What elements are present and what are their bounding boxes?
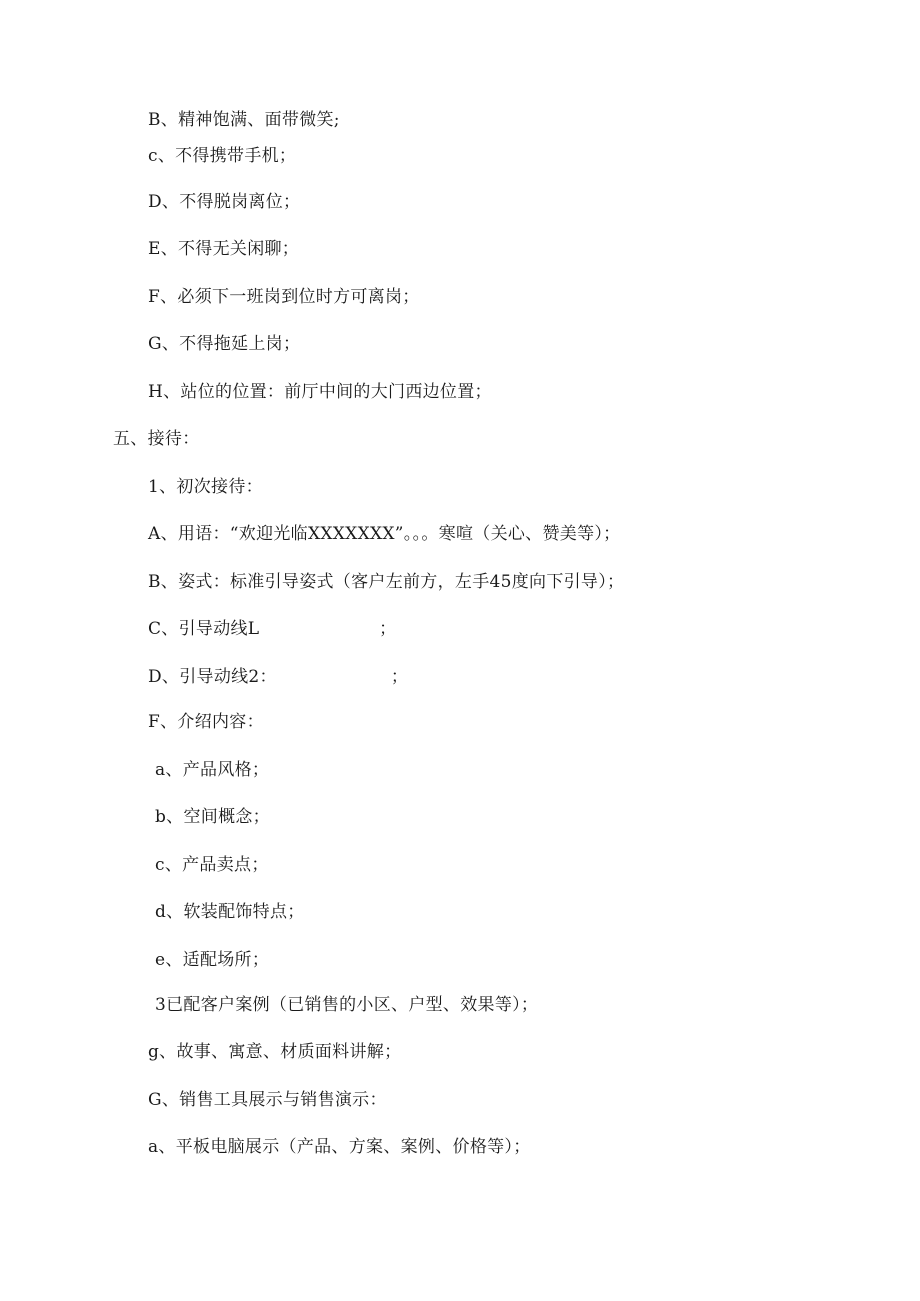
intro-content-heading: F、介绍内容： [148,712,264,732]
rule-c-line: c、不得携带手机； [148,146,297,166]
list-item-story: g、故事、寓意、材质面料讲解； [148,1042,402,1062]
list-item-space: b、空间概念； [155,807,270,827]
subsection-heading: 1、初次接待： [148,477,263,497]
rule-d-line: D、不得脱岗离位； [148,192,301,212]
rule-g-line: G、不得拖延上岗； [148,334,301,354]
list-item-style: a、产品风格； [155,760,270,780]
greeting-line: A、用语：“欢迎光临XXXXXXX”。。。寒喧（关心、赞美等）； [148,524,621,544]
rule-h-line: H、站位的位置：前厅中间的大门西边位置； [148,382,492,402]
rule-b-line: B、精神饱满、面带微笑; [148,110,340,130]
rule-e-line: E、不得无关闲聊； [148,239,300,259]
route-2-line: D、引导动线2： ； [148,667,409,687]
sales-tools-heading: G、销售工具展示与销售演示： [148,1090,387,1110]
route-1-line: C、引导动线L ； [148,619,397,639]
section-heading: 五、接待： [113,429,200,449]
list-item-decor: d、软装配饰特点； [155,902,305,922]
posture-line: B、姿式：标准引导姿式（客户左前方，左手45度向下引导）； [148,572,625,592]
list-item-cases: 3已配客户案例（已销售的小区、户型、效果等）； [155,995,539,1015]
rule-f-line: F、必须下一班岗到位时方可离岗； [148,287,420,307]
list-item-selling-points: c、产品卖点； [155,855,269,875]
tablet-display-line: a、平板电脑展示（产品、方案、案例、价格等）； [148,1137,531,1157]
list-item-venues: e、适配场所； [155,950,270,970]
